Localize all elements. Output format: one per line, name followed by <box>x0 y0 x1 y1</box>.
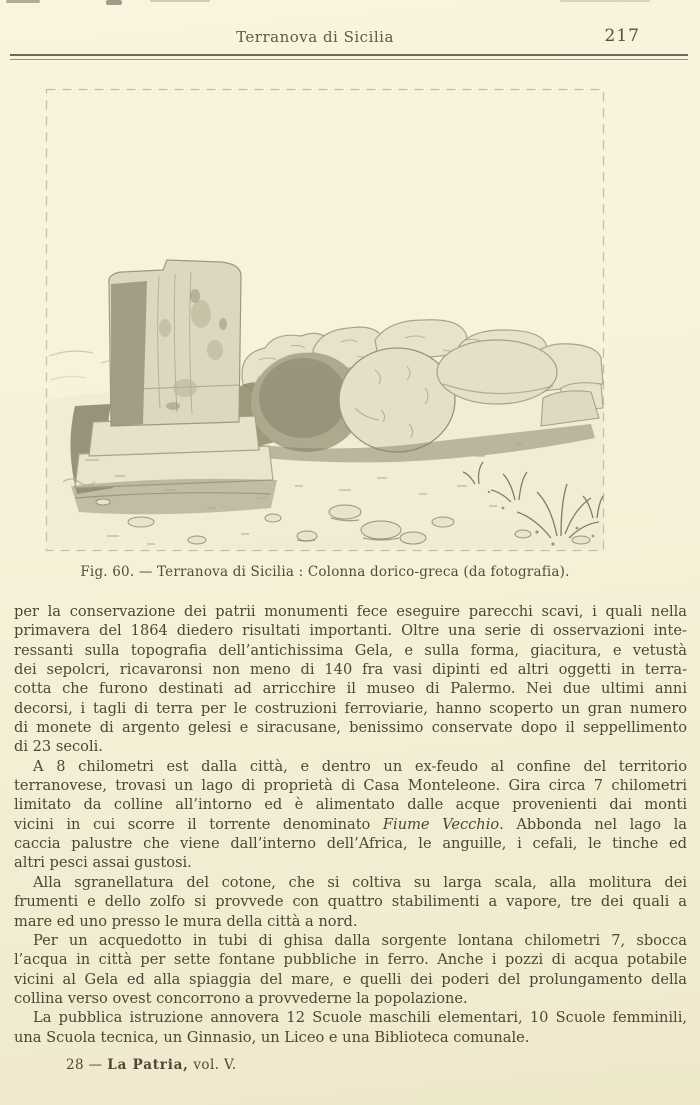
text-segment: l’acqua in città per sette fontane pubbliche in ferro. Anche i pozzi di acqua potabile <box>14 951 687 969</box>
scan-artifact <box>6 0 40 3</box>
text-segment: limitato da colline all’intorno ed è alimentato dalle acque provenienti dai monti <box>14 796 687 814</box>
paragraph <box>14 931 687 1008</box>
text-segment: decorsi, i tagli di terra per le costruzioni ferroviarie, hanno scoperto un gran numero <box>14 699 687 717</box>
text-segment: A 8 chilometri est dalla città, e dentro un ex-feudo al confine del territorio <box>33 757 687 775</box>
text-segment: di monete di argento gelesi e siracusane, benissimo conservate dopo il seppellimento <box>14 719 687 737</box>
text-segment: caccia palustre che viene dall’interno dell’Africa, le anguille, i cefali, le tinche ed <box>14 835 687 853</box>
text-segment: di 23 secoli. <box>14 738 103 756</box>
text-line <box>14 718 687 737</box>
text-line <box>14 1008 687 1027</box>
italic-text: Fiume Vecchio <box>382 815 500 833</box>
text-line <box>14 873 687 892</box>
text-line <box>14 776 687 795</box>
text-segment: vicini in cui scorre il torrente denominato <box>14 815 383 833</box>
text-line <box>14 950 687 969</box>
text-segment: frumenti e dello zolfo si provvede con quattro stabilimenti a vapore, tre dei quali a <box>14 893 687 911</box>
paragraph <box>14 602 687 757</box>
text-line <box>14 892 687 911</box>
text-segment: primavera del 1864 diedero risultati importanti. Oltre una serie di osservazioni inte- <box>14 622 687 640</box>
text-line <box>14 989 687 1008</box>
column-ruins-engraving <box>45 88 605 552</box>
body-text <box>14 602 687 1047</box>
header-rule <box>10 54 688 60</box>
footer-book-title: La Patria, <box>107 1057 189 1073</box>
text-line <box>14 815 687 834</box>
text-segment: . Abbonda nel lago la <box>499 815 687 833</box>
text-segment: La pubblica istruzione annovera 12 Scuole maschili elementari, 10 Scuole femminili, <box>33 1009 687 1027</box>
footer-sheet-number: 28 — <box>66 1057 103 1073</box>
text-line <box>14 853 687 872</box>
text-line <box>14 970 687 989</box>
scan-artifact <box>560 0 650 2</box>
text-segment: altri pesci assai gustosi. <box>14 854 192 872</box>
text-segment: terranovese, trovasi un lago di proprietà di Casa Monteleone. Gira circa 7 chilometri <box>14 777 687 795</box>
text-segment: vicini al Gela ed alla spiaggia del mare, e quelli dei poderi del prolungamento della <box>14 970 687 988</box>
text-segment: cotta che furono destinati ad arricchire il museo di Palermo. Nei due ultimi anni <box>14 680 687 698</box>
text-segment: Alla sgranellatura del cotone, che si coltiva su larga scala, alla molitura dei <box>33 873 687 891</box>
figure <box>45 88 605 552</box>
scan-artifact <box>150 0 210 2</box>
text-line <box>14 834 687 853</box>
text-line <box>14 737 687 756</box>
text-line <box>14 602 687 621</box>
text-segment: Per un acquedotto in tubi di ghisa dalla sorgente lontana chilometri 7, sbocca <box>33 931 687 949</box>
text-segment: mare ed uno presso le mura della città a nord. <box>14 912 358 930</box>
text-line <box>14 1028 687 1047</box>
paragraph <box>14 873 687 931</box>
text-line <box>14 795 687 814</box>
running-title: Terranova di Sicilia <box>236 28 394 46</box>
figure-caption: Fig. 60. — Terranova di Sicilia : Colonna dorico-greca (da fotografia). <box>80 564 570 580</box>
scan-artifact <box>106 0 122 5</box>
text-line <box>14 757 687 776</box>
text-segment: per la conservazione dei patrii monumenti fece eseguire parecchi scavi, i quali nella <box>14 603 687 620</box>
text-line <box>14 679 687 698</box>
text-line <box>14 641 687 660</box>
text-line <box>14 699 687 718</box>
paragraph <box>14 1008 687 1047</box>
footer-volume: vol. V. <box>193 1057 237 1073</box>
text-line <box>14 621 687 640</box>
footer-signature <box>66 1057 237 1073</box>
text-line <box>14 931 687 950</box>
text-segment: collina verso ovest concorrono a provvederne la popolazione. <box>14 989 468 1007</box>
page-number: 217 <box>604 26 640 46</box>
text-line <box>14 912 687 931</box>
text-segment: una Scuola tecnica, un Ginnasio, un Liceo e una Biblioteca comunale. <box>14 1028 530 1046</box>
text-line <box>14 660 687 679</box>
paragraph <box>14 757 687 873</box>
text-segment: dei sepolcri, ricavaronsi non meno di 140 fra vasi dipinti ed altri oggetti in terra- <box>14 661 687 679</box>
text-segment: ressanti sulla topografia dell’antichissima Gela, e sulla forma, giacitura, e vetustà <box>14 641 687 659</box>
